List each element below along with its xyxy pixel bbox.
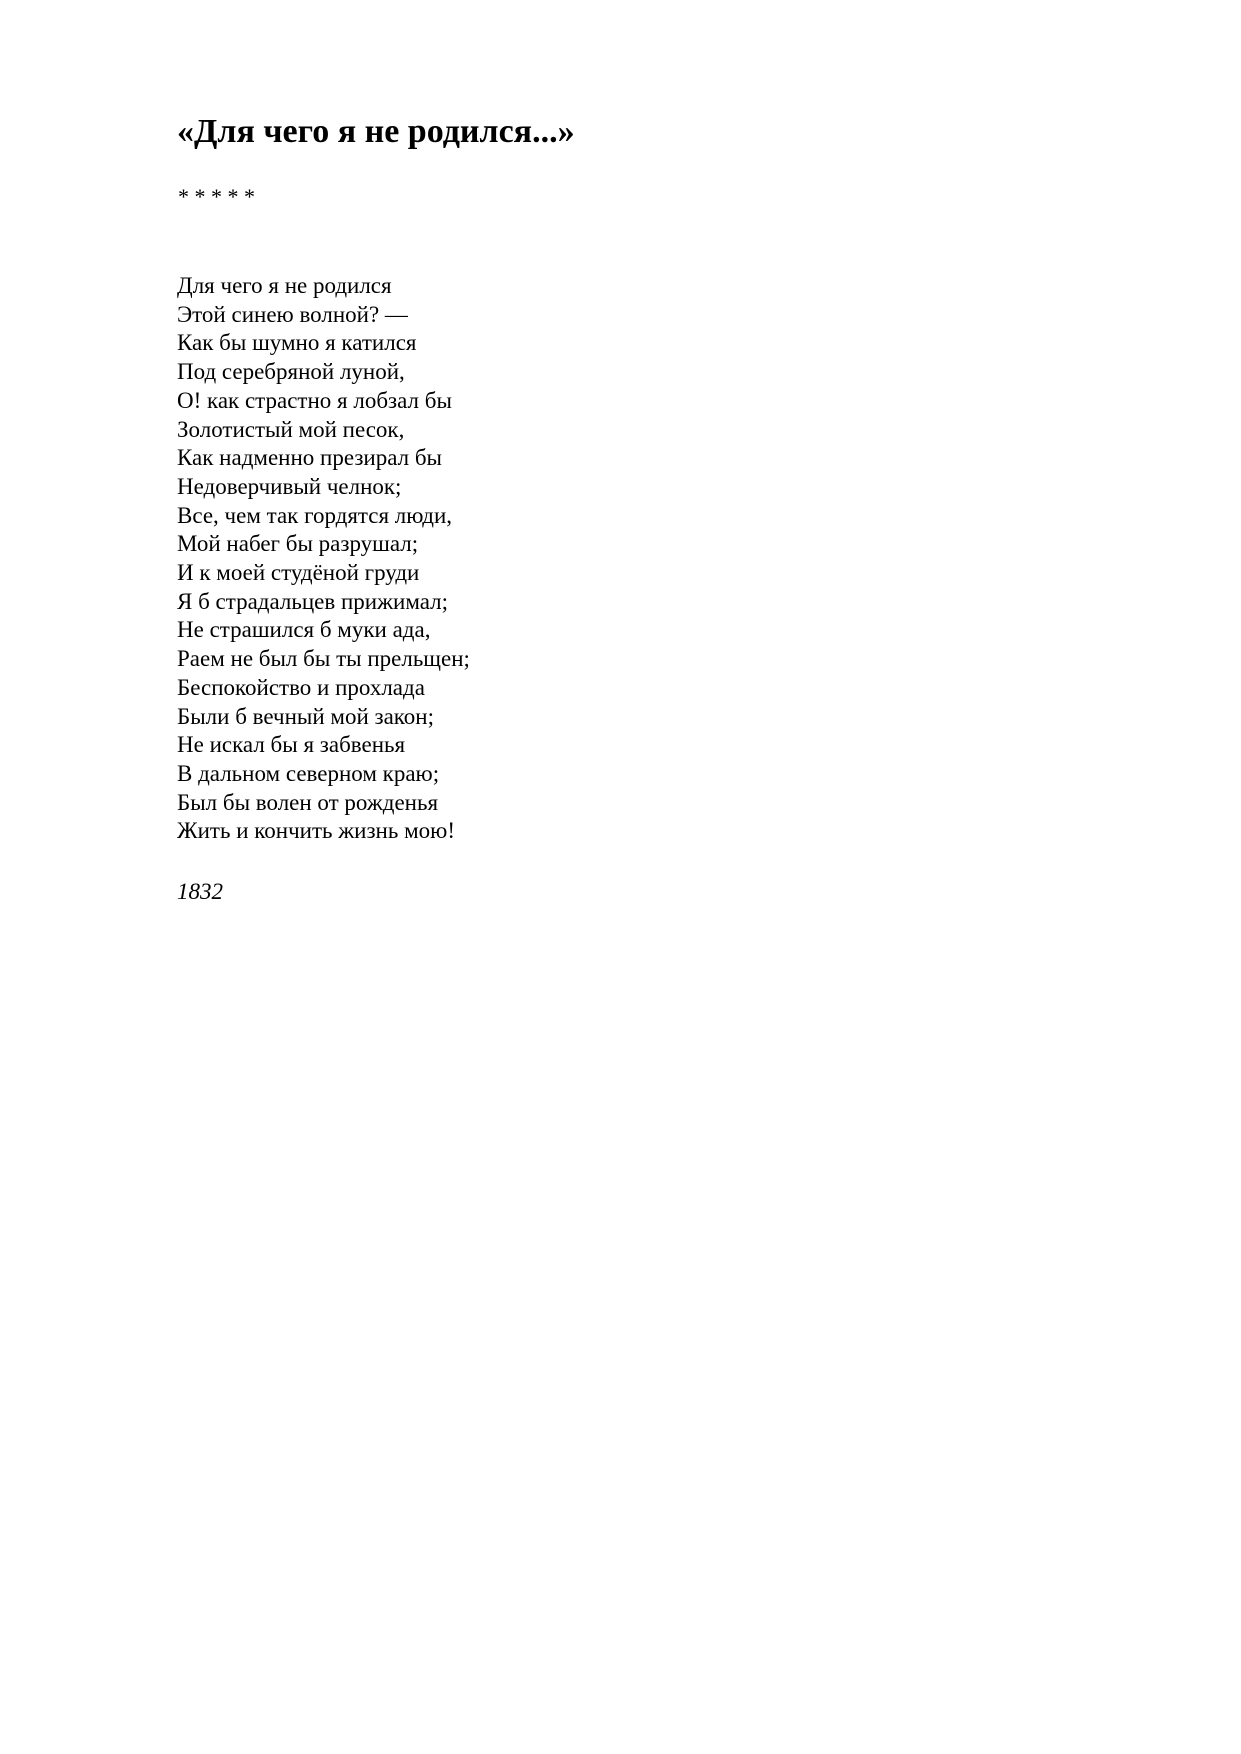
verse-line: Как бы шумно я катился: [177, 330, 417, 356]
verse-line: И к моей студёной груди: [177, 560, 420, 586]
verse-line: Все, чем так гордятся люди,: [177, 502, 453, 528]
section-separator: * * * * *: [178, 184, 255, 209]
verse-line: Не страшился б муки ада,: [177, 617, 431, 643]
verse-line: Под серебряной луной,: [177, 359, 405, 385]
verse-line: Жить и кончить жизнь мою!: [177, 818, 455, 844]
poem-year: 1832: [177, 879, 223, 904]
verse-line: Раем не был бы ты прельщен;: [177, 646, 470, 672]
verse-line: Для чего я не родился: [177, 273, 392, 298]
verse-line: Был бы волен от рожденья: [177, 789, 439, 815]
verse-line: Этой синею волной? —: [177, 301, 408, 327]
verse-line: Как надменно презирал бы: [177, 445, 443, 471]
verse-line: Не искал бы я забвенья: [177, 732, 406, 758]
poem-title: «Для чего я не родился...»: [177, 113, 575, 150]
poem-verse: [177, 272, 470, 846]
verse-line: В дальном северном краю;: [177, 760, 440, 786]
verse-line: Мой набег бы разрушал;: [177, 531, 419, 557]
verse-line: О! как страстно я лобзал бы: [177, 387, 452, 413]
verse-line: Я б страдальцев прижимал;: [177, 588, 448, 614]
verse-line: Недоверчивый челнок;: [177, 473, 402, 499]
verse-line: Беспокойство и прохлада: [177, 674, 425, 700]
verse-line: Золотистый мой песок,: [177, 416, 405, 442]
verse-line: Были б вечный мой закон;: [177, 703, 435, 729]
